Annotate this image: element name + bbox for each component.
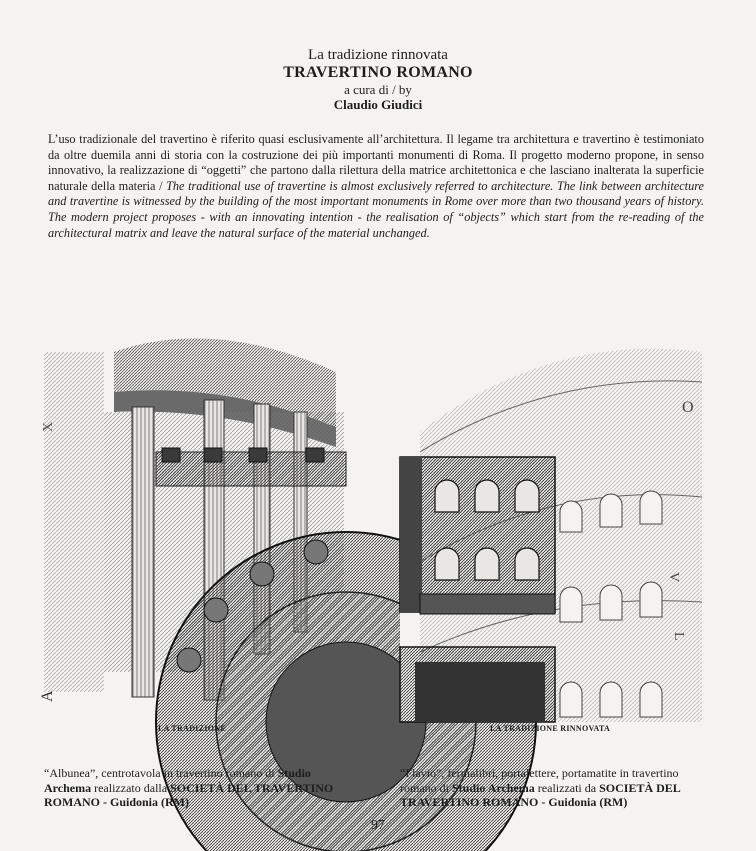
figure-label-tradizione: LA TRADIZIONE [158, 724, 226, 733]
svg-text:A: A [39, 690, 56, 702]
figure-tradizione [39, 312, 346, 722]
figure-label-tradizione-rinnovata: LA TRADIZIONE RINNOVATA [490, 724, 611, 733]
intro-paragraph [48, 132, 704, 241]
caption-company: SOCIETÀ DEL TRAVERTINO ROMANO - Guidonia (RM) [400, 780, 681, 809]
figure-tradizione-rinnovata [400, 312, 702, 722]
caption-albunea [44, 766, 354, 810]
author-name: Claudio Giudici [333, 97, 423, 112]
caption-text: “Albunea”, centrotavola in travertino romano di [44, 766, 278, 780]
svg-text:X: X [41, 421, 56, 432]
intro-english: The traditional use of travertine is almost exclusively referred to architecture. The link between architecture and travertine is witnessed by the building of the most important monuments in Rome over more than two thousand years of history. The modern project proposes - with an innovating intention - the realisation of “objects” which start from the re-reading of the architectural matrix and leave the natural surface of the material unchanged. [48, 178, 705, 240]
caption-company: SOCIETÀ DEL TRAVERTINO ROMANO - Guidonia (RM) [44, 780, 334, 809]
article-title: TRAVERTINO ROMANO [283, 64, 473, 81]
svg-text:V: V [666, 572, 681, 583]
temple-illustration [39, 312, 346, 722]
caption-studio: Studio Archema [44, 766, 311, 795]
caption-text: realizzato dalla [91, 780, 171, 795]
svg-text:O: O [682, 399, 694, 416]
caption-text: realizzati da [534, 780, 600, 795]
page-number: 97 [371, 818, 385, 833]
caption-text: “Flavio”, fermalibri, portalettere, portamatite in travertino romano di [400, 766, 679, 795]
svg-text:L: L [671, 632, 686, 641]
caption-flavio [400, 766, 710, 810]
colosseum-illustration [400, 312, 702, 722]
caption-studio: Studio Archema [452, 780, 535, 795]
by-line: a cura di / by [344, 82, 412, 97]
article-subtitle: La tradizione rinnovata [308, 47, 448, 63]
intro-italian: L’uso tradizionale del travertino è riferito quasi esclusivamente all’architettura. Il legame tra architettura e travertino è testimoniato da oltre duemila anni di storia con la costruzione dei più importanti monumenti di Roma. Il progetto moderno propone, in senso innovativo, la realizzazione di “oggetti” che partono dalla rilettura della matrice architettonica e che lasciano inalterata la superficie naturale della materia / [48, 132, 704, 193]
article-header [0, 47, 756, 112]
